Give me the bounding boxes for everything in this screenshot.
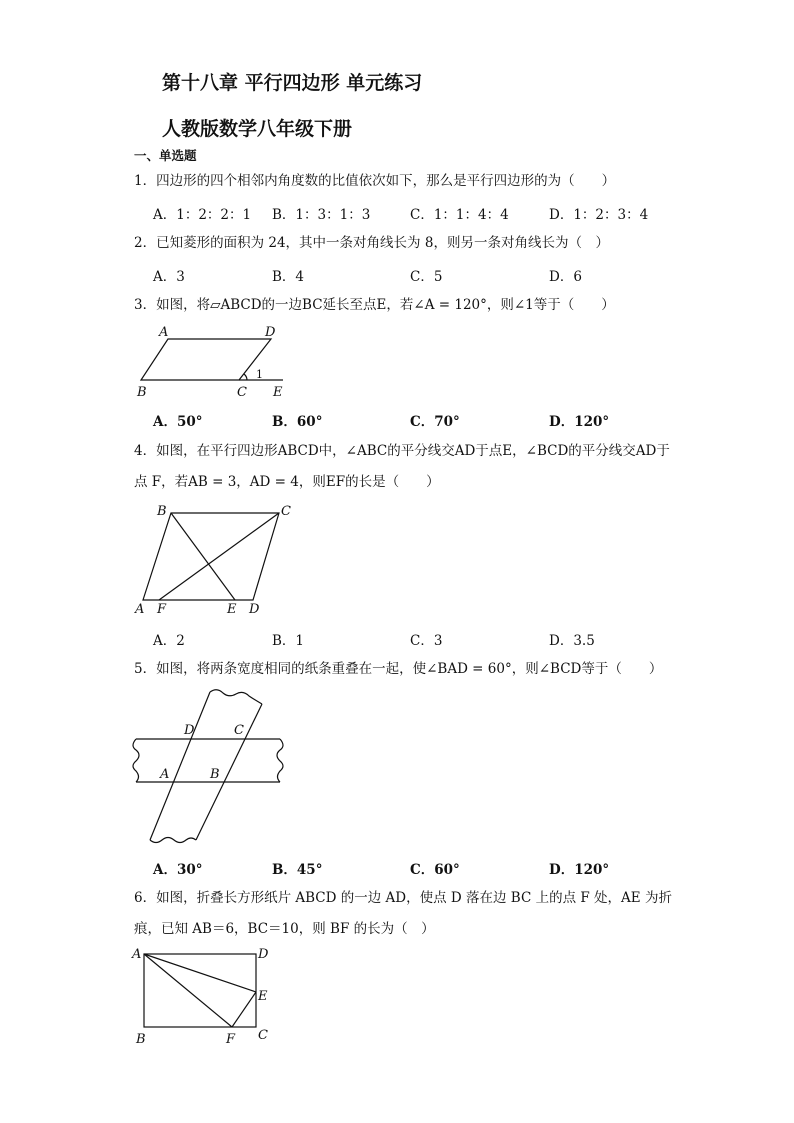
label-f: F (226, 1032, 236, 1047)
label-e: E (227, 602, 237, 617)
strip-s-left (150, 692, 210, 840)
bisector-cf (159, 513, 279, 600)
label-a: A (135, 602, 145, 617)
page-title: 第十八章 平行四边形 单元练习 (162, 72, 423, 94)
q5-option-b: B．45° (272, 862, 323, 878)
label-c: C (258, 1028, 268, 1043)
section-heading: 一、单选题 (134, 148, 197, 163)
angle-1-arc (244, 374, 247, 380)
q2-option-b: B．4 (272, 269, 305, 285)
q6-rectangle-fold-figure (132, 944, 282, 1052)
bisector-be (171, 513, 235, 600)
q4-parallelogram-figure (135, 502, 305, 622)
fold-ae (144, 954, 256, 992)
label-a: A (159, 325, 169, 340)
parallelogram-abcd (143, 513, 279, 600)
strip-s-right (196, 704, 262, 840)
q2-option-a: A．3 (153, 269, 185, 285)
q3-parallelogram-figure (135, 322, 295, 402)
label-c: C (281, 504, 291, 519)
label-b: B (137, 385, 147, 400)
q1-option-a: A．1：2：2：1 (153, 207, 252, 223)
segment-af (144, 954, 232, 1027)
strip-s-bottom-wave (150, 838, 196, 843)
q1-option-c: C．1：1：4：4 (410, 207, 509, 223)
q3-option-a: A．50° (153, 414, 203, 430)
label-b: B (157, 504, 167, 519)
q4-option-a: A．2 (153, 633, 185, 649)
question-1-stem: 1．四边形的四个相邻内角度数的比值依次如下，那么是平行四边形的为（ ） (134, 173, 616, 189)
label-a: A (132, 947, 142, 962)
q1-option-b: B．1：3：1：3 (272, 207, 371, 223)
label-e: E (258, 989, 268, 1004)
question-4-stem-line-1: 4．如图，在平行四边形ABCD中，∠ABC的平分线交AD于点E，∠BCD的平分线交AD于 (134, 443, 670, 459)
label-f: F (157, 602, 167, 617)
question-6-stem-line-1: 6．如图，折叠长方形纸片 ABCD 的一边 AD，使点 D 落在边 BC 上的点 F 处，AE 为折 (134, 890, 672, 906)
q3-option-d: D．120° (549, 414, 610, 430)
label-d: D (265, 325, 276, 340)
question-2-stem: 2．已知菱形的面积为 24，其中一条对角线长为 8，则另一条对角线长为（ ） (134, 235, 609, 251)
label-d: D (184, 723, 195, 738)
q1-option-d: D．1：2：3：4 (549, 207, 649, 223)
q5-option-c: C．60° (410, 862, 460, 878)
label-e: E (273, 385, 283, 400)
label-b: B (136, 1032, 146, 1047)
segment-ef (232, 992, 256, 1027)
q2-option-d: D．6 (549, 269, 582, 285)
parallelogram-abcd (141, 339, 271, 380)
label-c: C (237, 385, 247, 400)
label-a: A (160, 767, 170, 782)
q4-option-d: D．3.5 (549, 633, 595, 649)
q4-option-c: C．3 (410, 633, 443, 649)
page-subtitle: 人教版数学八年级下册 (162, 118, 353, 140)
strip-h-left-wave (133, 739, 139, 782)
question-3-stem: 3．如图，将▱ABCD的一边BC延长至点E，若∠A = 120°，则∠1等于（ ） (134, 297, 615, 313)
q5-paper-strips-figure (130, 688, 290, 848)
question-6-stem-line-2: 痕，已知 AB＝6，BC＝10，则 BF 的长为（ ） (134, 921, 435, 937)
label-d: D (258, 947, 269, 962)
strip-h-right-wave (277, 739, 283, 782)
q5-option-a: A．30° (153, 862, 203, 878)
q2-option-c: C．5 (410, 269, 443, 285)
question-5-stem: 5．如图，将两条宽度相同的纸条重叠在一起，使∠BAD = 60°，则∠BCD等于（ ） (134, 661, 663, 677)
label-c: C (234, 723, 244, 738)
q3-option-c: C．70° (410, 414, 460, 430)
strip-s-top-wave (210, 690, 262, 704)
label-b: B (210, 767, 220, 782)
q3-option-b: B．60° (272, 414, 323, 430)
label-d: D (249, 602, 260, 617)
q4-option-b: B．1 (272, 633, 305, 649)
label-angle-1: 1 (256, 368, 263, 381)
q5-option-d: D．120° (549, 862, 610, 878)
question-4-stem-line-2: 点 F，若AB = 3，AD = 4，则EF的长是（ ） (134, 474, 440, 490)
